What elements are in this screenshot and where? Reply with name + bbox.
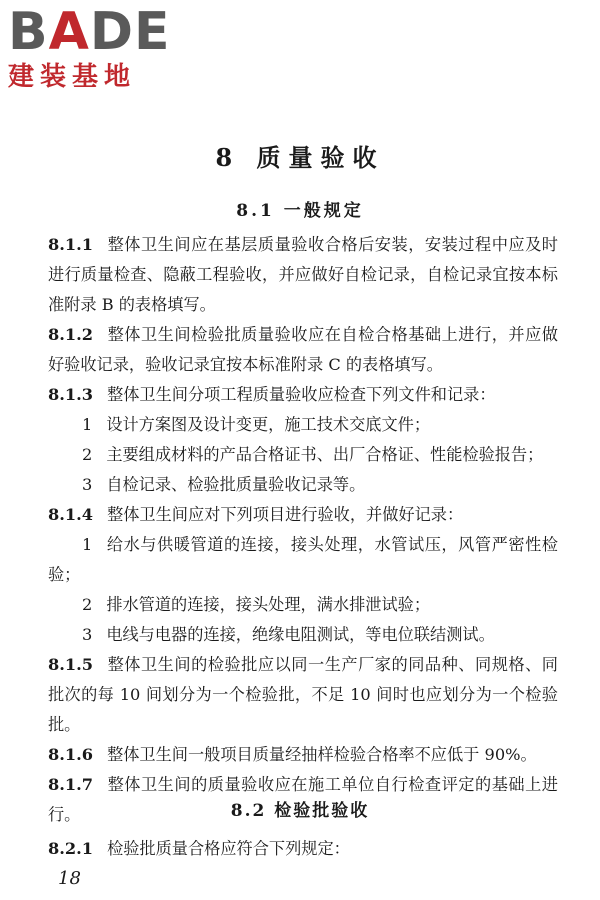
clause-8-1-4: 8.1.4 整体卫生间应对下列项目进行验收，并做好记录： [48, 505, 464, 524]
list-item: 2 主要组成材料的产品合格证书、出厂合格证、性能检验报告； [82, 445, 544, 464]
list-item: 3 电线与电器的连接，绝缘电阻测试，等电位联结测试。 [82, 625, 495, 644]
section-title: 8.1 一般规定 [236, 201, 364, 221]
clause-8-1-7: 8.1.7 整体卫生间的质量验收应在施工单位自行检查评定的基础上进行。 [48, 775, 558, 824]
chapter-title: 8 质量验收 [215, 143, 385, 172]
list-item: 1 给水与供暖管道的连接，接头处理，水管试压，风管严密性检验； [48, 535, 558, 584]
clause-8-1-5: 8.1.5 整体卫生间的检验批应以同一生产厂家的同品种、同规格、同批次的每 10 间划分为一个检验批，不足 10 间时也应划分为一个检验批。 [48, 655, 558, 734]
list-item: 2 排水管道的连接，接头处理，满水排泄试验； [82, 595, 431, 614]
list-item: 1 设计方案图及设计变更，施工技术交底文件； [82, 415, 431, 434]
clause-8-1-3: 8.1.3 整体卫生间分项工程质量验收应检查下列文件和记录： [48, 385, 496, 404]
clause-8-1-2: 8.1.2 整体卫生间检验批质量验收应在自检合格基础上进行，并应做好验收记录，验收记录宜按本标准附录 C 的表格填写。 [48, 325, 558, 374]
document-body [48, 230, 558, 830]
clause-8-1-6: 8.1.6 整体卫生间一般项目质量经抽样检验合格率不应低于 90%。 [48, 745, 537, 764]
page-number: 18 [58, 868, 81, 889]
publisher-logo [8, 4, 171, 92]
section-title: 8.2 检验批验收 [230, 801, 370, 821]
logo-subtitle: 建装基地 [8, 62, 137, 92]
clause-8-1-1: 8.1.1 整体卫生间应在基层质量验收合格后安装，安装过程中应及时进行质量检查、隐蔽工程验收，并应做好自检记录，自检记录宜按本标准附录 B 的表格填写。 [48, 235, 558, 314]
list-item: 3 自检记录、检验批质量验收记录等。 [82, 475, 366, 494]
clause-8-2-1: 8.2.1 检验批质量合格应符合下列规定： [48, 839, 350, 858]
logo-wordmark: BADE [8, 2, 171, 62]
